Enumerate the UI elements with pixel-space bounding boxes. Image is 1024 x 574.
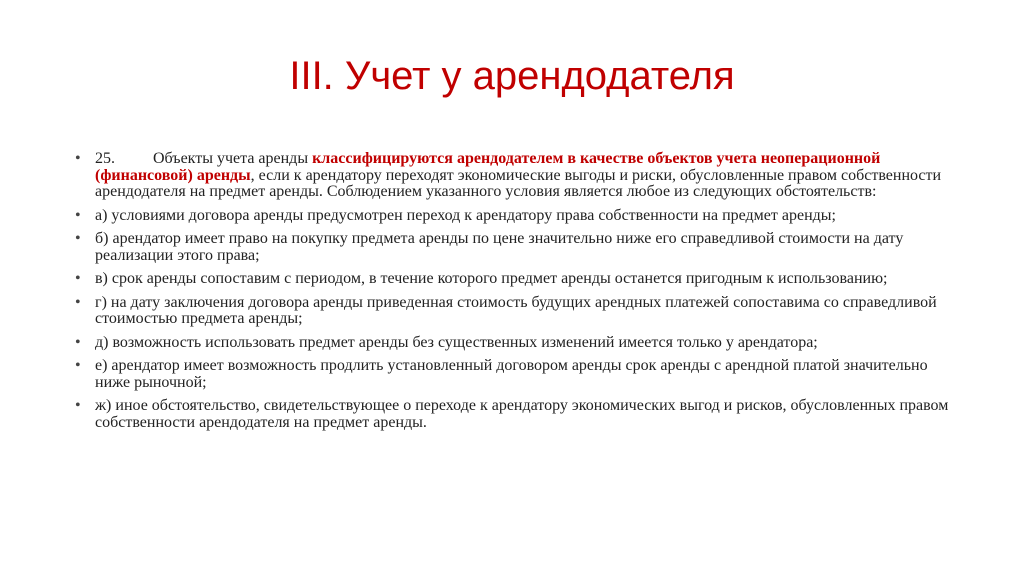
clause-number: 25. (95, 150, 115, 167)
bullet-item-b (75, 231, 955, 264)
slide-content (75, 151, 955, 438)
bullet-item-a (75, 208, 955, 225)
bullet-icon: • (75, 150, 81, 167)
bullet-text: д) возможность использовать предмет аренды без существенных изменений имеется только у арендатора; (95, 333, 818, 351)
bullet-text: ж) иное обстоятельство, свидетельствующее о переходе к арендатору экономических выгод и рисков, обусловленных правом собственности арендодателя на предмет аренды. (95, 397, 949, 431)
intro-text-before: Объекты учета аренды (153, 150, 313, 167)
bullet-icon: • (75, 333, 81, 351)
bullet-icon: • (75, 270, 81, 287)
bullet-icon: • (75, 397, 81, 414)
bullet-icon: • (75, 230, 81, 247)
bullet-text: а) условиями договора аренды предусмотрен переход к арендатору права собственности на предмет аренды; (95, 206, 836, 224)
bullet-text: в) срок аренды сопоставим с периодом, в течение которого предмет аренды останется пригодным к использованию; (95, 270, 888, 287)
bullet-icon: • (75, 293, 81, 311)
bullet-item-g (75, 295, 955, 328)
intro-highlight: классифицируются арендодателем в качестве объектов учета неоперационной (финансовой) аренды (95, 150, 881, 184)
bullet-item-e (75, 358, 955, 391)
bullet-text: г) на дату заключения договора аренды приведенная стоимость будущих арендных платежей сопоставима со справедливой стоимостью предмета аренды; (95, 293, 937, 327)
bullet-text: б) арендатор имеет право на покупку предмета аренды по цене значительно ниже его справедливой стоимости на дату реализации этого права; (95, 230, 904, 264)
bullet-item-d (75, 335, 955, 352)
bullet-icon: • (75, 206, 81, 224)
bullet-icon: • (75, 357, 81, 374)
bullet-item-intro (75, 151, 955, 201)
bullet-item-v (75, 271, 955, 288)
bullet-item-zh (75, 398, 955, 431)
slide-title: III. Учет у арендодателя (289, 54, 735, 98)
intro-text-after: , если к арендатору переходят экономические выгоды и риски, обусловленные правом собственности арендодателя на предмет аренды. Соблюдением указанного условия является любое из следующих обстоятельств: (95, 166, 942, 200)
bullet-text: е) арендатор имеет возможность продлить установленный договором аренды срок аренды с арендной платой значительно ниже рыночной; (95, 357, 928, 391)
